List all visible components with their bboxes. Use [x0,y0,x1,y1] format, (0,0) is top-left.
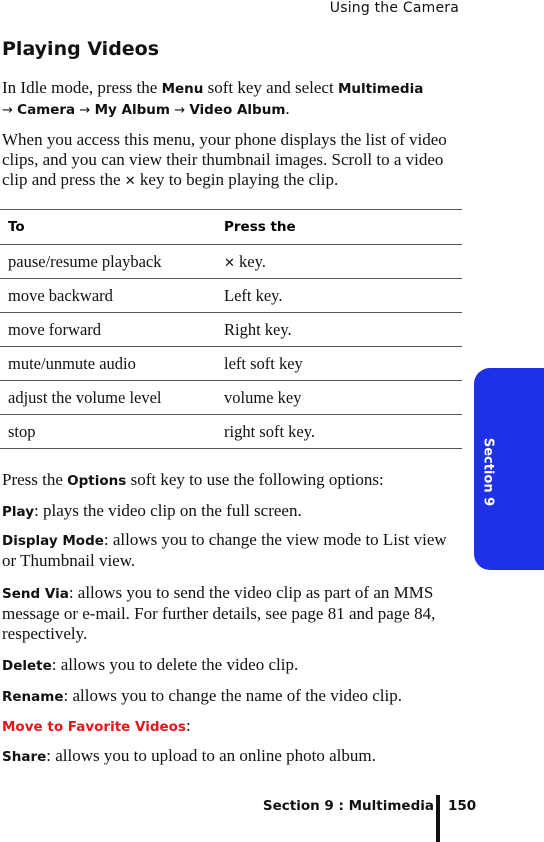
table-row [0,313,462,347]
ok-key-icon: ✕ [124,174,136,189]
option-name: Move to Favorite Videos [2,719,186,735]
option-desc: : allows you to change the name of the video clip. [63,686,402,705]
table-cell-action: stop [0,415,216,449]
option-name: Send Via [2,586,69,602]
column-header-press: Press the [216,210,462,245]
table-row [0,347,462,381]
section-side-tab-label: Section 9 [480,437,496,507]
text: Press the [2,470,68,489]
option-send-via [2,583,460,644]
table-cell-action: move forward [0,313,216,347]
page-number: 150 [448,798,477,814]
option-name: Rename [2,689,64,705]
options-keyword: Options [67,473,127,489]
option-name: Share [2,749,47,765]
option-delete [2,655,460,676]
options-intro [2,470,460,491]
table-cell-key: volume key [216,381,462,415]
table-row [0,381,462,415]
text: When you access this menu, your phone displays the list of video clips, and you can view their thumbnail images. Scroll to a video clip and press the [2,130,447,189]
ok-key-icon: ✕ [224,255,235,271]
option-name: Delete [2,658,52,674]
option-desc: : allows you to delete the video clip. [51,655,299,674]
table-row [0,279,462,313]
running-header: Using the Camera [329,0,459,16]
arrow-right-icon: → [2,103,13,118]
option-desc: : allows you to change the view mode to List view or Thumbnail view. [2,530,447,570]
option-name: Play [2,504,35,520]
arrow-right-icon: → [79,103,91,118]
intro-paragraph-2 [2,130,460,192]
text: . [285,99,290,118]
column-header-to: To [0,210,216,245]
video-album-keyword: Video Album [189,102,286,118]
key-text: key. [234,251,266,271]
option-desc: : allows you to upload to an online photo album. [46,746,376,765]
option-move-to-favorite-videos [2,716,460,737]
camera-keyword: Camera [17,102,76,118]
table-cell-action: move backward [0,279,216,313]
my-album-keyword: My Album [94,102,170,118]
table-header-row [0,210,462,245]
table-cell-key: Right key. [216,313,462,347]
footer-divider [436,795,440,842]
table-cell-key: Left key. [216,279,462,313]
intro-paragraph-1 [2,78,460,121]
text: In Idle mode, press the [2,78,162,97]
arrow-right-icon: → [174,103,186,118]
footer-section-label: Section 9 : Multimedia [262,798,434,814]
text: key to begin playing the clip. [135,170,339,189]
option-rename [2,686,460,707]
text: soft key to use the following options: [126,470,384,489]
option-share [2,746,460,767]
table-cell-key: left soft key [216,347,462,381]
table-row [0,415,462,449]
option-name: Display Mode [2,533,104,549]
section-title: Playing Videos [2,38,160,60]
multimedia-keyword: Multimedia [337,81,424,97]
option-play [2,501,460,522]
table-cell-action: adjust the volume level [0,381,216,415]
menu-keyword: Menu [161,81,204,97]
key-table [0,209,462,449]
option-desc: : plays the video clip on the full screen. [34,501,302,520]
table-row [0,245,462,279]
option-display-mode [2,530,460,571]
table-cell-key: right soft key. [216,415,462,449]
table-cell-action: pause/resume playback [0,245,216,279]
text: soft key and select [203,78,338,97]
option-desc: : allows you to send the video clip as part of an MMS message or e-mail. For further details, see page 81 and page 84, respectively. [2,583,436,643]
option-desc: : [185,716,191,735]
table-cell-key [216,245,462,279]
table-cell-action: mute/unmute audio [0,347,216,381]
